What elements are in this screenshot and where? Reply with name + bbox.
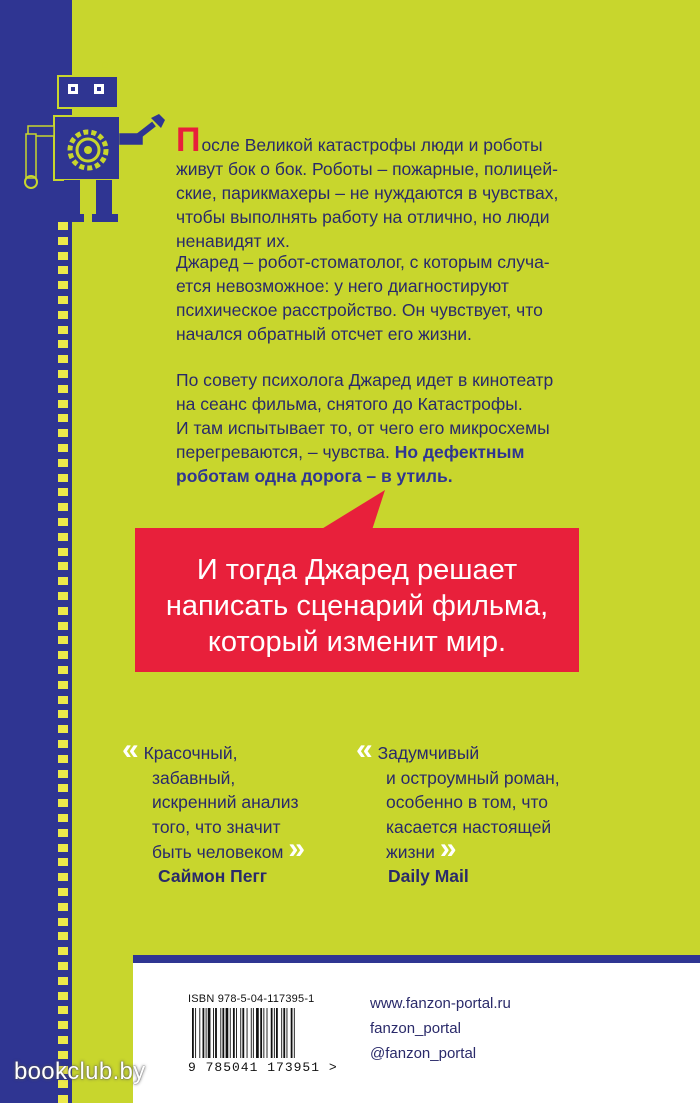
blurb-line: ненавидят их. (176, 231, 290, 251)
barcode-bar (233, 1008, 235, 1058)
barcode-bar (274, 1008, 275, 1058)
contact-website[interactable]: www.fanzon-portal.ru (370, 995, 511, 1012)
film-hole (58, 755, 68, 763)
film-hole (58, 992, 68, 1000)
film-hole (58, 873, 68, 881)
barcode-bar (253, 1008, 254, 1058)
film-strip-holes (58, 222, 70, 1102)
film-hole (58, 962, 68, 970)
callout-line: И тогда Джаред решает (196, 554, 518, 586)
blurb-line: начался обратный отсчет его жизни. (176, 324, 472, 344)
blurb-line: чтобы выполнять работу на отлично, но люди (176, 207, 550, 227)
barcode-bar (203, 1008, 205, 1058)
film-hole (58, 651, 68, 659)
barcode-bar (283, 1008, 285, 1058)
barcode-bar (199, 1008, 200, 1058)
callout-bubble (135, 528, 579, 672)
film-hole (58, 888, 68, 896)
film-hole (58, 414, 68, 422)
film-hole (58, 770, 68, 778)
contact-instagram[interactable]: @fanzon_portal (370, 1045, 477, 1062)
barcode-bar (256, 1008, 259, 1058)
film-hole (58, 1036, 68, 1044)
barcode-bar (208, 1008, 211, 1058)
footer-divider (133, 955, 700, 963)
film-hole (58, 814, 68, 822)
barcode-bar (242, 1008, 244, 1058)
film-hole (58, 1021, 68, 1029)
film-hole (58, 799, 68, 807)
film-hole (58, 977, 68, 985)
film-hole (58, 429, 68, 437)
blurb-line: живут бок о бок. Роботы – пожарные, полицей- (176, 159, 558, 179)
callout-line: который изменит мир. (207, 626, 507, 658)
robot-icon (18, 62, 168, 232)
barcode-bar (240, 1008, 241, 1058)
film-hole (58, 636, 68, 644)
quote-line: забавный, (152, 767, 236, 788)
blurb-line: осле Великой катастрофы люди и роботы (201, 135, 543, 155)
film-hole (58, 296, 68, 304)
film-hole (58, 592, 68, 600)
barcode-bar (287, 1008, 288, 1058)
blurb-bold: роботам одна дорога – в утиль. (176, 466, 453, 486)
film-hole (58, 577, 68, 585)
film-hole (58, 326, 68, 334)
contact-vk[interactable]: fanzon_portal (370, 1020, 461, 1037)
blurb-line: на сеанс фильма, снятого до Катастрофы. (176, 394, 523, 414)
film-hole (58, 518, 68, 526)
barcode-bar (226, 1008, 229, 1058)
blurb-line: По совету психолога Джаред идет в кинотеатр (176, 370, 554, 390)
film-hole (58, 340, 68, 348)
callout-line: написать сценарий фильма, (165, 590, 549, 622)
review-quote-2 (356, 733, 596, 865)
quote-line: Задумчивый (377, 743, 480, 763)
film-hole (58, 237, 68, 245)
barcode-bar (230, 1008, 231, 1058)
film-hole (58, 1006, 68, 1014)
open-quote-icon: « (356, 733, 373, 766)
film-hole (58, 681, 68, 689)
film-hole (58, 710, 68, 718)
barcode-bar (192, 1008, 194, 1058)
film-hole (58, 311, 68, 319)
barcode-bar (260, 1008, 262, 1058)
film-hole (58, 252, 68, 260)
film-hole (58, 370, 68, 378)
film-hole (58, 725, 68, 733)
film-hole (58, 266, 68, 274)
quote-line: и остроумный роман, (386, 767, 560, 788)
blurb-line: И там испытывает то, от чего его микросхемы (176, 418, 550, 438)
film-hole (58, 444, 68, 452)
film-hole (58, 696, 68, 704)
blurb-paragraph-1 (176, 121, 586, 253)
film-hole (58, 281, 68, 289)
film-hole (58, 488, 68, 496)
film-hole (58, 947, 68, 955)
barcode-icon (188, 1008, 338, 1060)
film-hole (58, 858, 68, 866)
dropcap: П (176, 121, 201, 159)
film-hole (58, 740, 68, 748)
barcode-bar (195, 1008, 196, 1058)
blurb-line: перегреваются, – чувства. (176, 442, 395, 462)
film-hole (58, 918, 68, 926)
blurb-paragraph-2 (176, 250, 586, 346)
barcode-bar (215, 1008, 217, 1058)
isbn-label: ISBN 978-5-04-117395-1 (188, 993, 315, 1005)
quote-line: быть человеком (152, 842, 284, 862)
barcode-bar (247, 1008, 248, 1058)
callout-tail (310, 490, 390, 530)
blurb-bold: Но дефектным (394, 442, 525, 462)
film-hole (58, 503, 68, 511)
film-hole (58, 548, 68, 556)
film-hole (58, 607, 68, 615)
barcode-bar (213, 1008, 214, 1058)
watermark: bookclub.by (14, 1058, 146, 1085)
film-hole (58, 474, 68, 482)
quote-line: Красочный, (143, 743, 238, 763)
review-quote-1 (122, 733, 332, 865)
blurb-line: Джаред – робот-стоматолог, с которым случа- (176, 252, 550, 272)
film-hole (58, 622, 68, 630)
barcode-bar (236, 1008, 237, 1058)
blurb-line: ские, парикмахеры – не нуждаются в чувствах, (176, 183, 559, 203)
barcode-bar (263, 1008, 264, 1058)
barcode-bar (271, 1008, 273, 1058)
barcode-digits: 9 785041 173951 > (188, 1060, 338, 1075)
film-hole (58, 903, 68, 911)
open-quote-icon: « (122, 733, 139, 766)
barcode-bar (222, 1008, 224, 1058)
blurb-paragraph-3 (176, 368, 586, 488)
film-hole (58, 932, 68, 940)
barcode-bar (294, 1008, 295, 1058)
film-hole (58, 562, 68, 570)
barcode-bar (291, 1008, 293, 1058)
barcode-bar (220, 1008, 221, 1058)
film-hole (58, 459, 68, 467)
blurb-line: ется невозможное: у него диагностируют (176, 276, 509, 296)
quote-line: того, что значит (152, 816, 281, 837)
film-hole (58, 844, 68, 852)
barcode-bar (276, 1008, 278, 1058)
quote-line: жизни (386, 842, 435, 862)
quote-line: искренний анализ (152, 792, 299, 812)
close-quote-icon: » (439, 832, 457, 865)
blurb-line: психическое расстройство. Он чувствует, что (176, 300, 543, 320)
film-hole (58, 784, 68, 792)
quote-line: особенно в том, что (386, 792, 549, 812)
film-hole (58, 385, 68, 393)
close-quote-icon: » (288, 832, 306, 865)
review-author-1: Саймон Пегг (158, 866, 268, 886)
barcode-bar (281, 1008, 282, 1058)
quote-line: касается настоящей (386, 816, 552, 837)
callout-text (135, 552, 579, 660)
barcode-bar (251, 1008, 252, 1058)
film-hole (58, 1095, 68, 1103)
film-hole (58, 400, 68, 408)
review-author-2: Daily Mail (388, 866, 469, 886)
barcode-bar (267, 1008, 268, 1058)
film-hole (58, 829, 68, 837)
film-hole (58, 355, 68, 363)
film-hole (58, 533, 68, 541)
barcode-bar (206, 1008, 207, 1058)
film-hole (58, 666, 68, 674)
